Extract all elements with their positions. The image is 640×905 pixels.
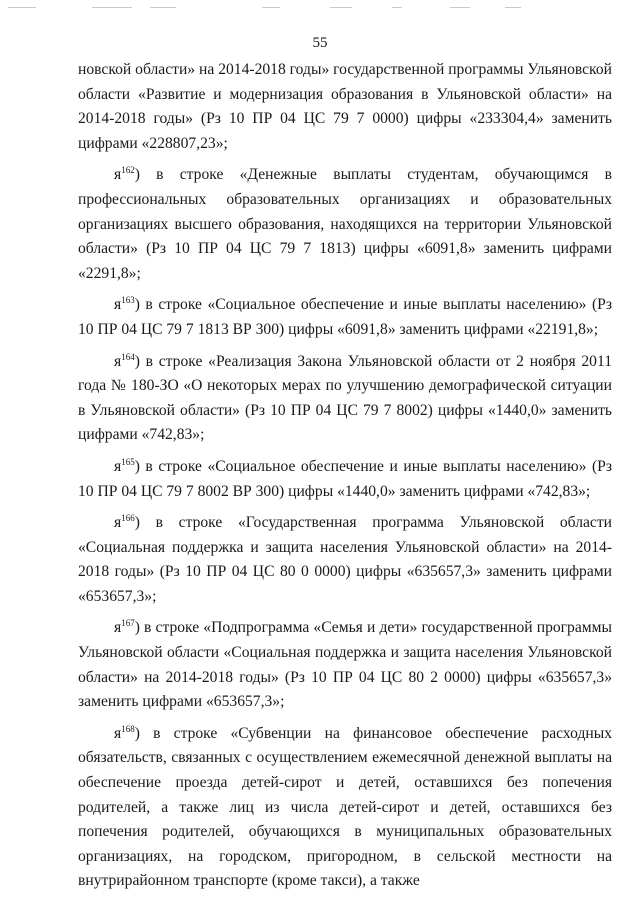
item-letter: я [114, 457, 122, 475]
item-superscript: 168 [121, 723, 135, 734]
item-superscript: 163 [121, 295, 135, 306]
paragraph [78, 511, 612, 609]
paragraph-text: ) в строке «Реализация Закона Ульяновской области от 2 ноября 2011 года № 180-ЗО «О некоторых мерах по улучшению демографической ситуации в Ульяновской области» (Рз 10 ПР 04 ЦС 79 7 8002) цифры «1440,0» заменить цифрами «742,83»; [78, 352, 612, 444]
paragraph-text: ) в строке «Социальное обеспечение и иные выплаты населению» (Рз 10 ПР 04 ЦС 79 7 8002 ВР 300) цифры «1440,0» заменить цифрами «742,83»; [78, 457, 612, 500]
paragraph-text: ) в строке «Субвенции на финансовое обеспечение расходных обязательств, связанных с осуществлением ежемесячной денежной выплаты на обеспечение проезда детей-сирот и детей, оставшихся без попечения родителей, а также лиц из числа детей-сирот и детей, оставшихся без попечения родителей, обучающихся в муниципальных образовательных организациях, на городском, пригородном, в сельской местности на внутрирайонном транспорте (кроме такси), а также [78, 724, 612, 890]
item-letter: я [114, 514, 122, 532]
paragraph-text: ) в строке «Государственная программа Ульяновской области «Социальная поддержка и защита населения Ульяновской области» на 2014-2018 годы» (Рз 10 ПР 04 ЦС 80 0 0000) цифры «635657,3» заменить цифрами «653657,3»; [78, 514, 612, 605]
item-letter: я [114, 352, 122, 370]
paragraph-text: ) в строке «Денежные выплаты студентам, обучающимся в профессиональных образовательных организациях и образовательных организациях высшего образования, находящихся на территории Ульяновской области» (Рз 10 ПР 04 ЦС 79 7 1813) цифры «6091,8» заменить цифрами «2291,8»; [78, 166, 612, 282]
item-letter: я [114, 296, 122, 314]
paragraph [78, 722, 612, 894]
paragraph-text: новской области» на 2014-2018 годы» государственной программы Ульяновской области «Развитие и модернизация образования в Ульяновской области» на 2014-2018 годы» (Рз 10 ПР 04 ЦС 79 7 0000) цифры «233304,4» заменить цифрами «228807,23»; [78, 61, 612, 152]
item-superscript: 165 [121, 456, 135, 467]
page-number: 55 [312, 35, 328, 51]
item-letter: я [114, 619, 122, 637]
scan-artifact-header [0, 4, 640, 12]
item-superscript: 164 [121, 351, 135, 362]
paragraph [78, 58, 612, 156]
paragraph [78, 293, 612, 342]
item-superscript: 166 [121, 513, 135, 524]
paragraph [78, 455, 612, 504]
item-superscript: 167 [121, 618, 135, 629]
item-letter: я [114, 166, 122, 184]
item-letter: я [114, 724, 122, 742]
paragraph [78, 350, 612, 448]
paragraph-text: ) в строке «Подпрограмма «Семья и дети» государственной программы Ульяновской области «Социальная поддержка и защита населения Ульяновской области» на 2014-2018 годы» (Рз 10 ПР 04 ЦС 80 2 0000) цифры «635657,3» заменить цифрами «653657,3»; [78, 619, 612, 711]
paragraph [78, 616, 612, 714]
item-superscript: 162 [121, 165, 135, 176]
document-body [78, 58, 612, 901]
paragraph-text: ) в строке «Социальное обеспечение и иные выплаты населению» (Рз 10 ПР 04 ЦС 79 7 1813 ВР 300) цифры «6091,8» заменить цифрами «22191,8»; [78, 296, 612, 338]
paragraph [78, 163, 612, 286]
